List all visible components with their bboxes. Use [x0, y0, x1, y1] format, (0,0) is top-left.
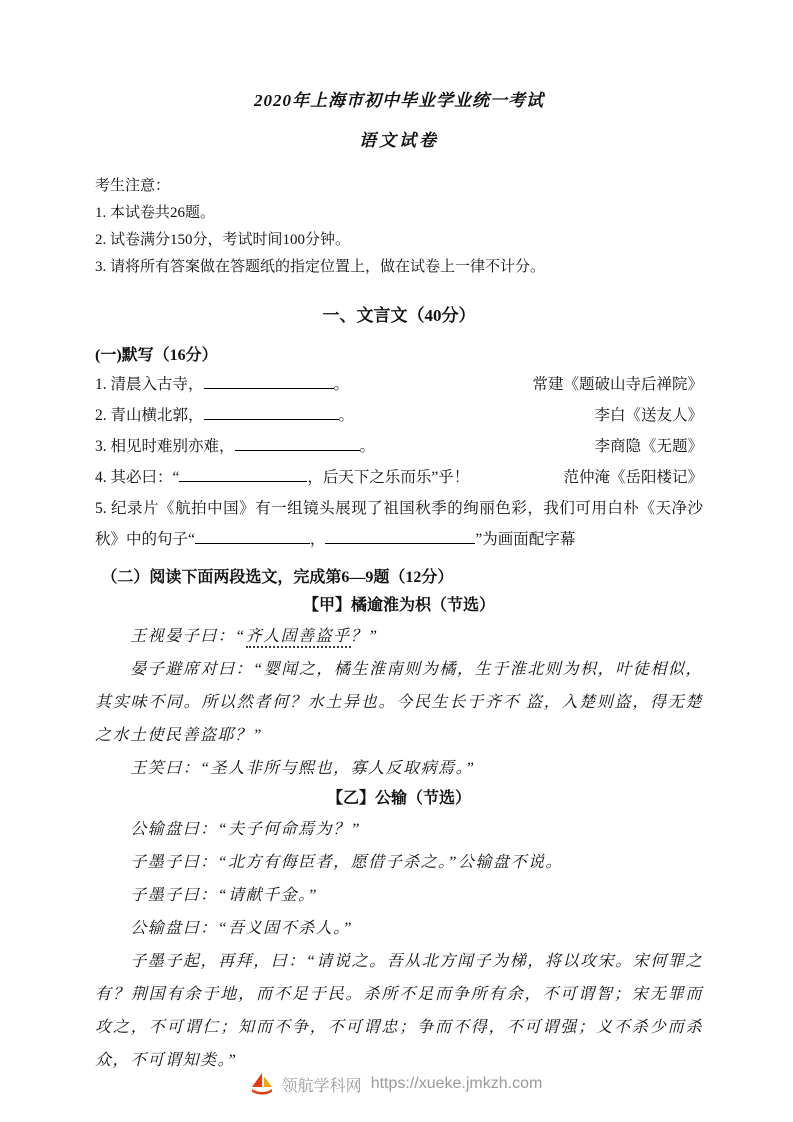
question-text-pre: 2. 青山横北郭，	[95, 407, 204, 424]
answer-blank	[325, 528, 475, 544]
question-text	[95, 462, 469, 493]
question-text-post: 。	[359, 438, 376, 455]
dictation-question-4	[95, 462, 703, 493]
passage-paragraph: 子墨子曰：“请献千金。”	[130, 887, 318, 904]
answer-blank	[204, 404, 339, 420]
question-source: 常建《题破山寺后禅院》	[532, 376, 703, 393]
site-name: 领航学科网	[281, 1077, 362, 1095]
question-text-pre: 4. 其必曰：“	[95, 469, 180, 486]
question-text-post: ，后天下之乐而乐”乎！	[307, 469, 470, 486]
question-text-part: 5. 纪录片《航拍中国》有一组镜头展现了祖国秋季的绚丽色彩，我们可用白朴《天净沙秋》中的句子“	[95, 500, 703, 548]
passage-paragraph: 晏子避席对曰：“婴闻之，橘生淮南则为橘，生于淮北则为枳，叶徒相似，其实味不同。所以然者何？水土异也。今民生长于齐不 盗，入楚则盗，得无楚之水土使民善盗耶？”	[95, 661, 703, 744]
passage-paragraph: 王笑曰：“圣人非所与熙也，寡人反取病焉。”	[130, 760, 476, 777]
paragraph-text: 王视晏子曰：“	[130, 628, 246, 645]
dictation-question-2	[95, 400, 703, 431]
notice-item-2: 2. 试卷满分150分，考试时间100分钟。	[95, 232, 351, 248]
exam-title: 2020年上海市初中毕业学业统一考试	[254, 91, 544, 110]
question-text-pre: 1. 清晨入古寺，	[95, 376, 204, 393]
question-source: 范仲淹《岳阳楼记》	[563, 469, 703, 486]
question-source: 李商隐《无题》	[594, 438, 703, 455]
passage-paragraph: 子墨子起，再拜，曰：“请说之。吾从北方闻子为梯，将以攻宋。宋何罪之有？荆国有余于地，而不足于民。杀所不足而争所有余，不可谓智；宋无罪而攻之，不可谓仁；知而不争，不可谓忠；争而不得，不可谓强；义不杀少而杀众，不可谓知类。”	[95, 953, 703, 1069]
question-text-part: ”为画面配字幕	[475, 531, 576, 548]
site-url: https://xueke.jmkzh.com	[370, 1075, 543, 1092]
passage-jia	[95, 592, 703, 785]
notice-item-1: 1. 本试卷共26题。	[95, 205, 216, 221]
passage-jia-title: 【甲】橘逾淮为枳（节选）	[302, 597, 495, 614]
question-text	[95, 400, 354, 431]
notice-heading: 考生注意：	[95, 178, 171, 194]
reading-section-heading: （二）阅读下面两段选文，完成第6—9题（12分）	[101, 569, 454, 586]
passage-paragraph: 公输盘曰：“夫子何命焉为？”	[130, 821, 361, 838]
exam-subject-title: 语文试卷	[359, 131, 439, 150]
answer-blank	[235, 435, 360, 451]
passage-paragraph	[95, 620, 703, 653]
document-header	[95, 90, 703, 152]
question-text-pre: 3. 相见时难别亦难，	[95, 438, 235, 455]
question-text	[95, 369, 349, 400]
answer-blank	[195, 528, 310, 544]
passage-paragraph: 公输盘曰：“吾义固不杀人。”	[130, 920, 353, 937]
answer-blank	[179, 466, 307, 482]
passage-paragraph: 子墨子曰：“北方有侮臣者，愿借子杀之。”公输盘不说。	[130, 854, 563, 871]
dictation-heading: (一)默写（16分）	[95, 347, 218, 364]
question-text-post: 。	[338, 407, 355, 424]
question-text-part: ，	[309, 531, 326, 548]
watermark-footer	[0, 1072, 793, 1096]
dotted-underline-phrase: 齐人固善盗乎	[246, 628, 351, 648]
question-text-post: 。	[333, 376, 350, 393]
passage-yi	[95, 785, 703, 1077]
site-logo-icon	[251, 1072, 273, 1096]
section-one-heading: 一、文言文（40分）	[322, 306, 476, 325]
notice-item-3: 3. 请将所有答案做在答题纸的指定位置上，做在试卷上一律不计分。	[95, 259, 546, 275]
question-source: 李白《送友人》	[594, 407, 703, 424]
answer-blank	[204, 373, 334, 389]
candidate-notice	[95, 173, 703, 281]
paragraph-text: ？”	[350, 628, 379, 645]
dictation-question-1	[95, 369, 703, 400]
passage-yi-title: 【乙】公输（节选）	[326, 790, 471, 807]
question-text	[95, 431, 375, 462]
dictation-question-5	[95, 493, 703, 555]
dictation-question-3	[95, 431, 703, 462]
